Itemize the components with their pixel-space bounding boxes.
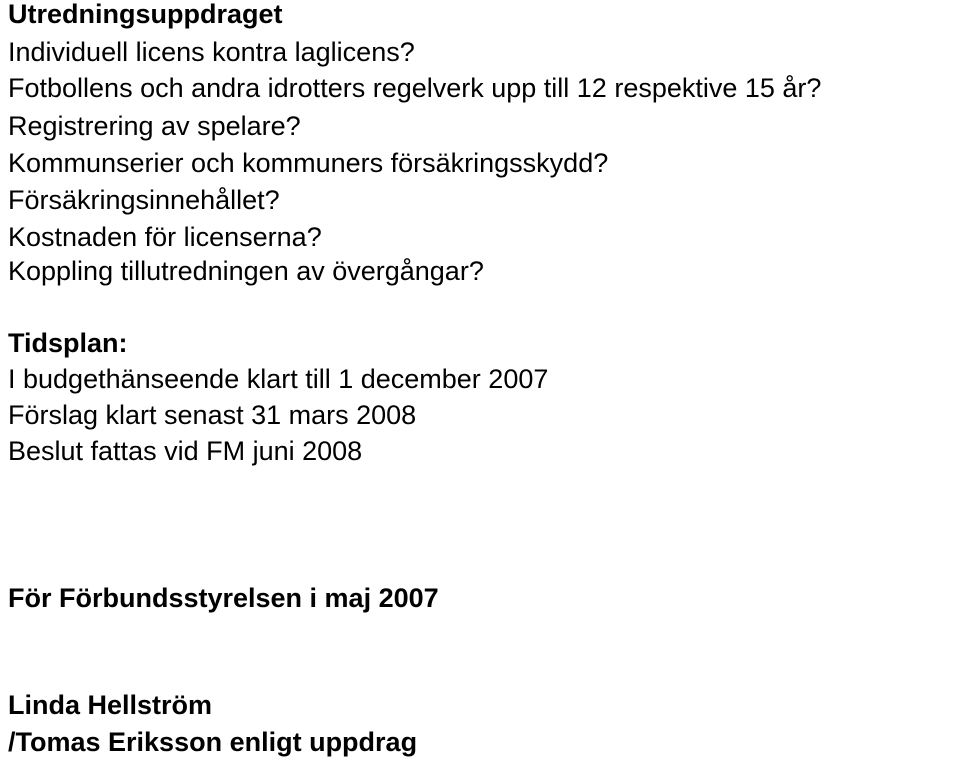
- question-item: Registrering av spelare?: [8, 111, 301, 141]
- schedule-item: Förslag klart senast 31 mars 2008: [8, 400, 417, 430]
- document-title: Utredningsuppdraget: [8, 0, 283, 29]
- question-item: Individuell licens kontra laglicens?: [8, 37, 415, 67]
- question-item: Koppling tillutredningen av övergångar?: [8, 256, 484, 286]
- signatory-assignment: /Tomas Eriksson enligt uppdrag: [8, 727, 418, 757]
- signatory-name: Linda Hellström: [8, 690, 213, 720]
- schedule-item: Beslut fattas vid FM juni 2008: [8, 436, 363, 466]
- question-item: Kostnaden för licenserna?: [8, 222, 322, 252]
- question-item: Försäkringsinnehållet?: [8, 185, 280, 215]
- schedule-heading: Tidsplan:: [8, 328, 128, 358]
- question-item: Kommunserier och kommuners försäkringsskydd?: [8, 148, 609, 178]
- question-item: Fotbollens och andra idrotters regelverk upp till 12 respektive 15 år?: [8, 73, 822, 103]
- sender-organization: För Förbundsstyrelsen i maj 2007: [8, 583, 439, 613]
- schedule-item: I budgethänseende klart till 1 december 2007: [8, 364, 549, 394]
